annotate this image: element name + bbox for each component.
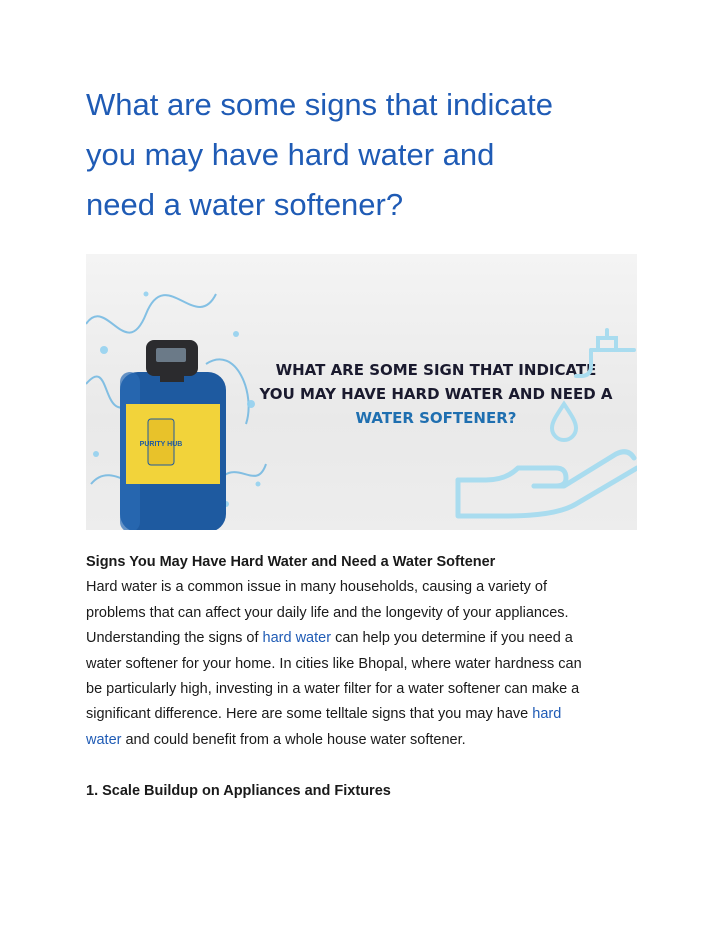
section-heading: Signs You May Have Hard Water and Need a Water Softener [86, 554, 496, 570]
hard-water-link[interactable]: hard water [262, 630, 332, 647]
paragraph-line: water and could benefit from a whole house water softener. [86, 731, 466, 748]
paragraph-line: be particularly high, investing in a water filter for a water softener can make a [86, 681, 580, 698]
paragraph-line: significant difference. Here are some telltale signs that you may have hard [86, 706, 562, 723]
paragraph-line: Understanding the signs of hard water can help you determine if you need a [86, 630, 573, 647]
article-body [86, 550, 646, 804]
hero-headline-line: WATER SOFTENER? [355, 409, 517, 427]
hero-illustration [86, 254, 637, 530]
title-line: need a water softener? [86, 187, 404, 222]
paragraph-line: water softener for your home. In cities like Bhopal, where water hardness can [86, 655, 582, 672]
hero-headline-line: WHAT ARE SOME SIGN THAT INDICATE [275, 361, 597, 379]
hero-image [86, 254, 637, 530]
hand-icon [458, 452, 637, 516]
hard-water-link-2[interactable]: hard [532, 706, 562, 723]
control-valve [146, 340, 198, 382]
softener-tank [120, 372, 226, 530]
hard-water-link-2-cont[interactable]: water [86, 731, 122, 748]
paragraph-line: Hard water is a common issue in many households, causing a variety of [86, 579, 547, 596]
tank-brand-label: PURITY HUB [139, 441, 183, 448]
water-drop-icon [552, 404, 576, 440]
paragraph-line: problems that can affect your daily life and the longevity of your appliances. [86, 604, 569, 621]
subsection-heading: 1. Scale Buildup on Appliances and Fixtures [86, 782, 391, 799]
page-title [86, 80, 666, 230]
spacer [86, 753, 646, 778]
title-line: you may have hard water and [86, 137, 495, 172]
title-line: What are some signs that indicate [86, 87, 553, 122]
hero-headline-line: YOU MAY HAVE HARD WATER AND NEED A [259, 385, 613, 403]
